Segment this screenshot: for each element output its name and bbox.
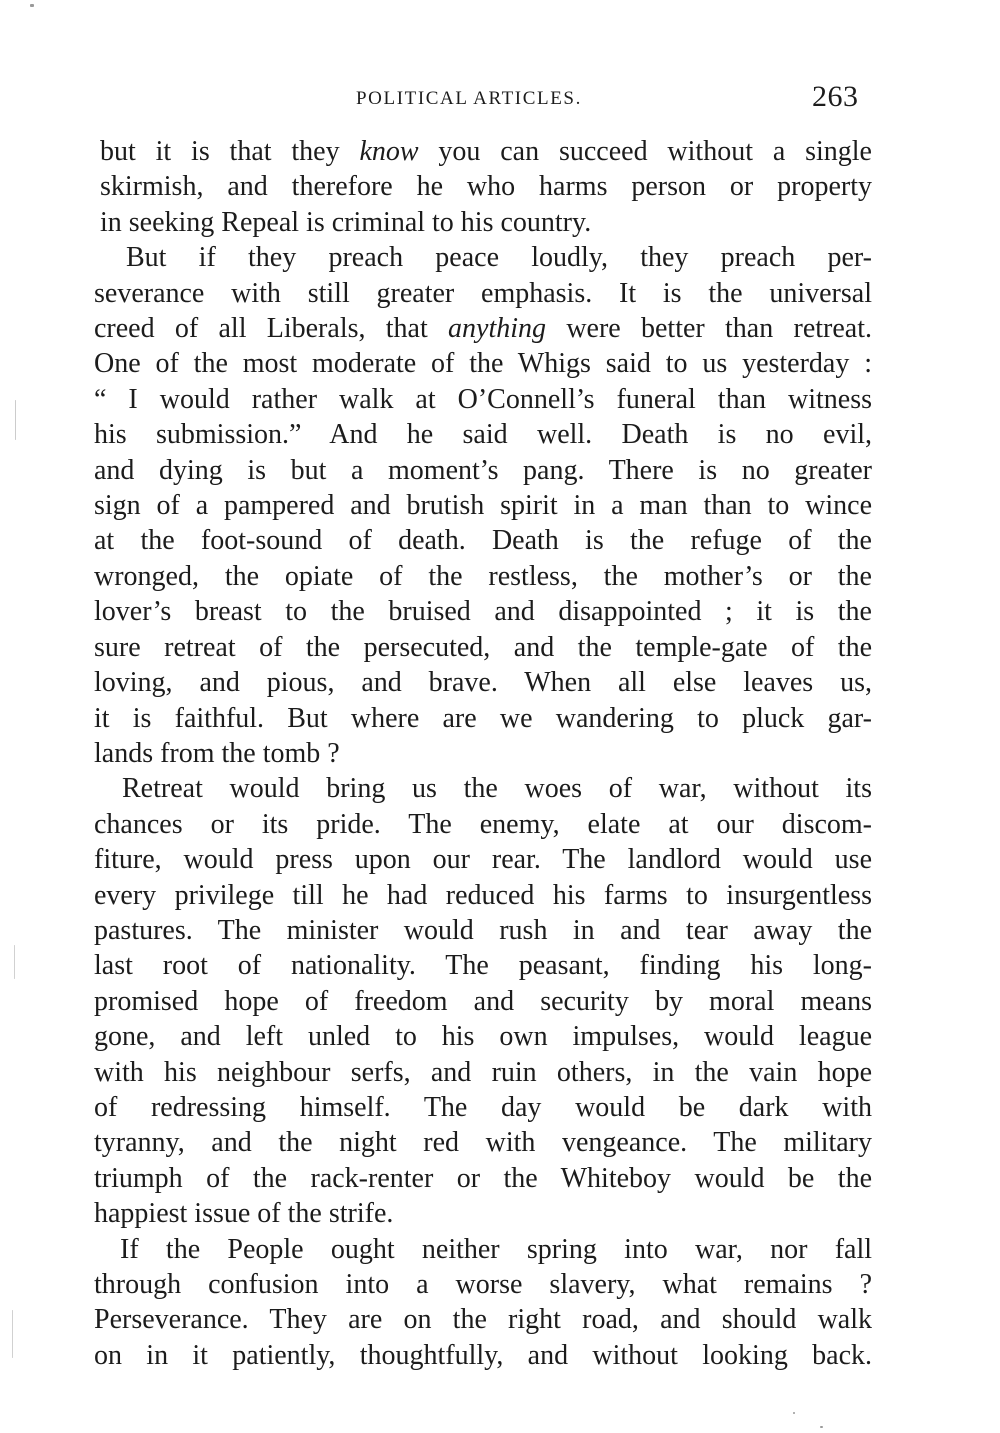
text-line: lands from the tomb ? [94, 737, 340, 769]
paragraph-3 [94, 771, 872, 1231]
text-line: chances or its pride. The enemy, elate at our discom- [94, 808, 872, 840]
scan-speck [820, 1426, 823, 1428]
paragraph-1 [94, 134, 872, 240]
text-line: promised hope of freedom and security by moral means [94, 985, 872, 1017]
text-line: fiture, would press upon our rear. The landlord would use [94, 844, 872, 876]
text-line: with his neighbour serfs, and ruin others, in the vain hope [94, 1056, 872, 1088]
text-line: sure retreat of the persecuted, and the temple-gate of the [94, 631, 872, 663]
scan-speck [14, 945, 15, 979]
text-line: lover’s breast to the bruised and disappointed ; it is the [94, 596, 872, 628]
body-text [94, 134, 872, 1373]
text-line: triumph of the rack-renter or the Whiteboy would be the [94, 1162, 872, 1194]
text-line: through confusion into a worse slavery, what remains ? [94, 1269, 872, 1300]
text-line: But if they preach peace loudly, they preach per- [126, 242, 872, 274]
text-line: at the foot-sound of death. Death is the refuge of the [94, 525, 872, 557]
text-line: severance with still greater emphasis. It is the universal [94, 277, 872, 309]
text-line: gone, and left unled to his own impulses, would league [94, 1021, 872, 1053]
text-line: “ I would rather walk at O’Connell’s funeral than witness [94, 383, 872, 415]
text-line: of redressing himself. The day would be dark with [94, 1091, 872, 1123]
running-head [0, 80, 1000, 120]
page-number: 263 [812, 80, 859, 113]
text-line: every privilege till he had reduced his farms to insurgentless [94, 879, 872, 911]
scan-speck [12, 1310, 13, 1358]
text-line: creed of all Liberals, that anything were better than retreat. [94, 313, 872, 345]
text-line: One of the most moderate of the Whigs said to us yesterday : [94, 348, 872, 380]
text-line: tyranny, and the night red with vengeance. The military [94, 1127, 872, 1159]
text-line: If the People ought neither spring into war, nor fall [120, 1233, 872, 1265]
scan-speck [15, 400, 16, 440]
text-line: loving, and pious, and brave. When all else leaves us, [94, 667, 872, 699]
text-line: on in it patiently, thoughtfully, and without looking back. [94, 1339, 872, 1371]
emphasis-know: know [359, 136, 419, 167]
text-line: pastures. The minister would rush in and tear away the [94, 914, 872, 946]
text-line: sign of a pampered and brutish spirit in a man than to wince [94, 490, 872, 522]
text-line: happiest issue of the strife. [94, 1198, 394, 1230]
paragraph-4 [94, 1232, 872, 1374]
text-line: his submission.” And he said well. Death is no evil, [94, 419, 872, 451]
text-line: Perseverance. They are on the right road, and should walk [94, 1304, 872, 1336]
text-line: in seeking Repeal is criminal to his country. [100, 206, 592, 238]
text-line: it is faithful. But where are we wandering to pluck gar- [94, 702, 872, 734]
text-line: last root of nationality. The peasant, finding his long- [94, 950, 872, 982]
scan-speck [793, 1412, 795, 1414]
text-line: but it is that they know you can succeed without a single [100, 136, 872, 167]
text-line: Retreat would bring us the woes of war, without its [122, 773, 872, 805]
emphasis-anything: anything [448, 313, 547, 345]
text-line: wronged, the opiate of the restless, the mother’s or the [94, 560, 872, 592]
paragraph-2 [94, 240, 872, 771]
scan-speck [30, 4, 34, 7]
running-title: POLITICAL ARTICLES. [356, 88, 582, 109]
text-line: and dying is but a moment’s pang. There is no greater [94, 454, 872, 486]
text-line: skirmish, and therefore he who harms person or property [100, 171, 872, 203]
